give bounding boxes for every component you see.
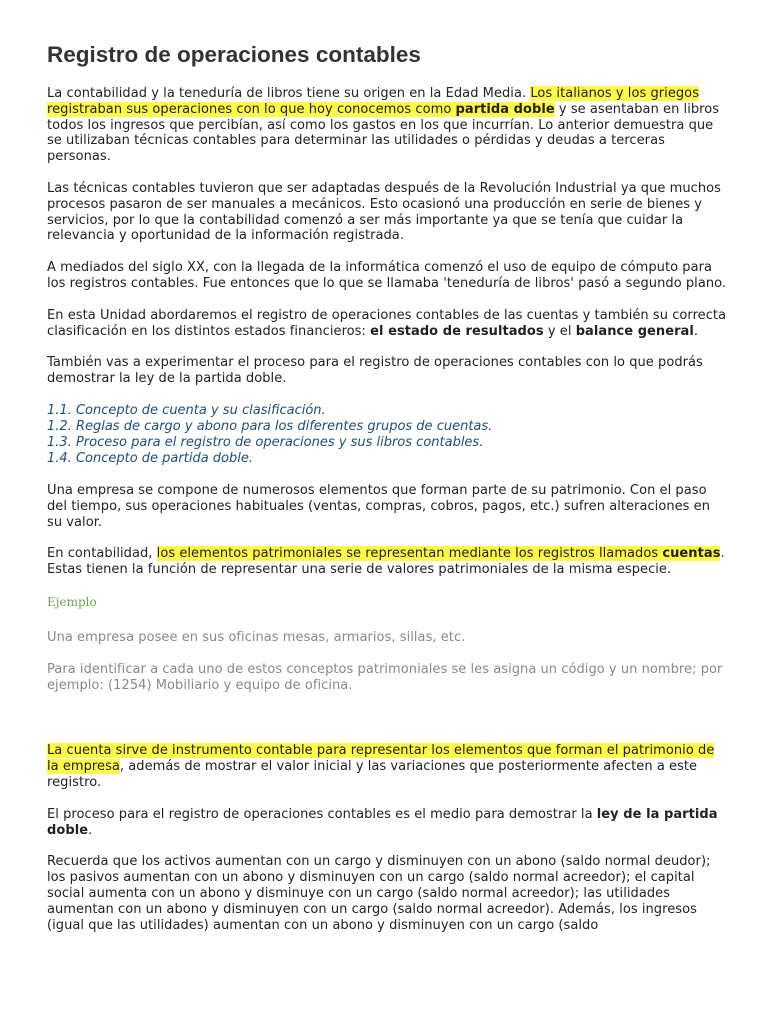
paragraph-computing: A mediados del siglo XX, con la llegada de la informática comenzó el uso de equipo de cómputo para los registros contables. Fue entonces que lo que se llamaba 'teneduría de libros' pasó a segundo plano.	[47, 260, 727, 291]
highlighted-phrase: los elementos patrimoniales se representan mediante los registros llamados	[156, 546, 663, 562]
paragraph-origin-text: La contabilidad y la teneduría de libros tiene su origen en la Edad Media.	[47, 86, 531, 101]
highlighted-text	[157, 546, 721, 561]
paragraph-account-purpose-rest: , además de mostrar el valor inicial y las variaciones que posteriormente afecten a este registro.	[47, 759, 698, 790]
conjunction-text: y el	[543, 323, 576, 339]
paragraph-accounts	[47, 546, 727, 578]
paragraph-account-purpose	[47, 743, 727, 790]
toc-item-1-2: 1.2. Reglas de cargo y abono para los diferentes grupos de cuentas.	[47, 418, 493, 434]
paragraph-industrial-revolution: Las técnicas contables tuvieron que ser adaptadas después de la Revolución Industrial ya que muchos procesos pasaron de ser manuales a mecánicos. Esto ocasionó una producción en serie de bienes y servicios, por lo que la contabilidad comenzó a ser más importante ya que se tenía que cuidar la relevancia y oportunidad de la información registrada.	[47, 180, 721, 244]
highlighted-phrase: La cuenta sirve de instrumento contable para representar los elementos que forman el patrimonio de la empresa	[47, 743, 715, 775]
toc-item-1-1: 1.1. Concepto de cuenta y su clasificación.	[47, 402, 326, 418]
paragraph-unit-scope-text: En esta Unidad abordaremos el registro de operaciones contables de las cuentas y también su correcta clasificación en los distintos estados financieros:	[47, 307, 727, 339]
period-text: .	[693, 323, 699, 339]
paragraph-origin	[47, 86, 727, 165]
paragraph-origin-rest: y se asentaban en libros todos los ingresos que percibían, así como los gastos en los que incurrían. Lo anterior demuestra que se utilizaban técnicas contables para determinar las utilidades o pérdidas y deudas a terceras personas.	[47, 101, 720, 165]
paragraph-unit-scope	[47, 308, 727, 340]
page-title: Registro de operaciones contables	[47, 42, 421, 67]
paragraph-company-assets: Una empresa se compone de numerosos elementos que forman parte de su patrimonio. Con el paso del tiempo, sus operaciones habituales (ventas, compras, cobros, pagos, etc.) sufren alteraciones en su valor.	[47, 482, 711, 530]
bold-term-estado-resultados: el estado de resultados	[370, 323, 544, 339]
highlighted-phrase: Los italianos y los griegos registraban sus operaciones con lo que hoy conocemos como	[47, 86, 700, 117]
paragraph-double-entry-text: El proceso para el registro de operaciones contables es el medio para demostrar la	[47, 806, 597, 822]
section-spacer	[47, 709, 727, 743]
toc-item-1-4: 1.4. Concepto de partida doble.	[47, 450, 253, 466]
period-text: .	[88, 822, 93, 838]
paragraph-experiment: También vas a experimentar el proceso para el registro de operaciones contables con lo que podrás demostrar la ley de la partida doble.	[47, 355, 703, 387]
paragraph-debit-credit-rules: Recuerda que los activos aumentan con un cargo y disminuyen con un abono (saldo normal deudor); los pasivos aumentan con un abono y disminuyen con un cargo (saldo normal acreedor); el capital social aumenta con un abono y disminuye con un cargo (saldo normal acreedor); las utilidades aumentan con un abono y disminuyen con un cargo (saldo normal acreedor). Además, los ingresos (igual que las utilidades) aumentan con un abono y disminuyen con un cargo (saldo	[47, 854, 711, 933]
bold-term-ley-partida-doble: ley de la partida doble	[47, 806, 718, 838]
paragraph-accounts-text: En contabilidad,	[47, 546, 157, 562]
table-of-contents	[47, 403, 727, 467]
document-content	[47, 40, 727, 949]
bold-term-cuentas: cuentas	[662, 546, 721, 562]
paragraph-double-entry	[47, 807, 727, 839]
example-text-2: Para identificar a cada uno de estos conceptos patrimoniales se les asigna un código y un nombre; por ejemplo: (1254) Mobiliario y equipo de oficina.	[47, 661, 723, 693]
bold-term-partida-doble: partida doble	[455, 101, 555, 117]
example-text-1: Una empresa posee en sus oficinas mesas, armarios, sillas, etc.	[47, 629, 466, 645]
paragraph-accounts-rest: . Estas tienen la función de representar una serie de valores patrimoniales de la misma especie.	[47, 546, 725, 578]
bold-term-balance-general: balance general	[575, 323, 694, 339]
example-label: Ejemplo	[47, 594, 97, 609]
toc-item-1-3: 1.3. Proceso para el registro de operaciones y sus libros contables.	[47, 434, 484, 450]
